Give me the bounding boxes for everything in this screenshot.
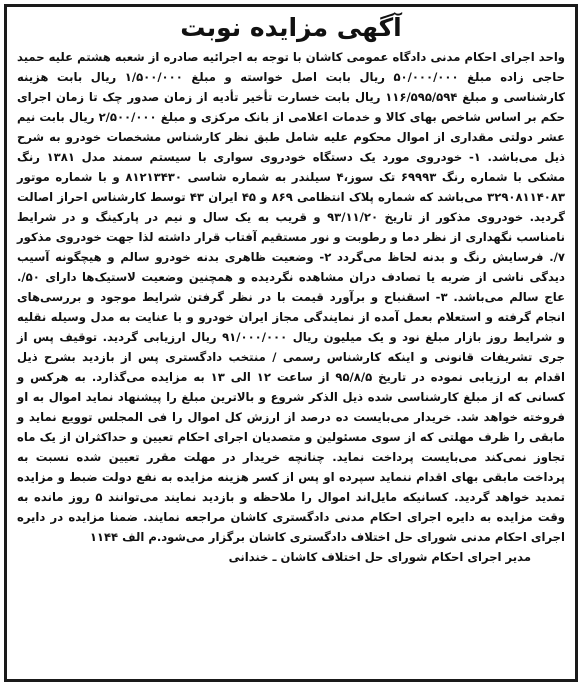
notice-signature: مدیر اجرای احکام شورای حل اختلاف کاشان ـ خندانی [228, 550, 531, 564]
notice-frame [4, 4, 578, 682]
notice-title: آگهی مزایده نوبت [180, 13, 402, 42]
notice-body: واحد اجرای احکام مدنی دادگاه عمومی کاشان با توجه به اجرائیه صادره از شعبه هشتم علیه حمید حاجی زاده مبلغ ۵۰/۰۰۰/۰۰۰ ریال بابت اصل خواسته و مبلغ ۱/۵۰۰/۰۰۰ ریال بابت هزینه کارشناسی و مبلغ ۱۱۶/۵۹۵/۵۹۴ ریال بابت خسارت تأخیر تأدیه از زمان صدور چک تا زمان اجرای حکم بر اساس شاخص بهای کالا و خدمات اعلامی از بانک مرکزی و مبلغ ۲/۵۰۰/۰۰۰ ریال بابت نیم عشر دولتی مقداری از اموال محکوم علیه شامل طبق نظر کارشناس مشخصات خودرو به شرح ذیل می‌باشد. ۱- خودروی مورد یک دستگاه خودروی سواری با سیستم سمند مدل ۱۳۸۱ رنگ مشکی با شماره رنگ ۶۹۹۹۳ تک سوز،۴ سیلندر به شماره شاسی ۸۱۲۱۳۴۳۰ و با شماره موتور ۳۲۹۰۸۱۱۴۰۸۳ می‌باشد که شماره پلاک انتظامی ۸۶۹ و ۴۵ ایران ۴۳ توسط کارشناس احراز اصالت گردید. خودروی مذکور از تاریخ ۹۳/۱۱/۲۰ و قریب به یک سال و نیم در پارکینگ و در شرایط نامناسب نگهداری از نظر دما و رطوبت و نور مستقیم آفتاب قرار داشته لذا جهت خودروی مذکور ۷/. فرسایش رنگ و بدنه لحاظ می‌گردد ۲- وضعیت ظاهری بدنه خودرو سالم و هیچگونه آسیب دیدگی ناشی از ضربه یا تصادف دران مشاهده نگردیده و همچنین وضعیت لاستیک‌ها دارای ۵۰/. عاج سالم می‌باشد. ۳- اسقنباح و برآورد قیمت با در نظر گرفتن شرایط موجود و بررسی‌های انجام گرفته و استعلام بعمل آمده از نمایندگی مجاز ایران خودرو و با عنایت به مدل وسیله نقلیه و شرایط روز بازار مبلغ نود و یک میلیون ریال ۹۱/۰۰۰/۰۰۰ ریال ارزیابی گردید. توقیف پس از جری تشریفات قانونی و اینکه کارشناس رسمی / منتخب دادگستری پس از بازدید بشرح ذیل اقدام به ارزیابی نموده در تاریخ ۹۵/۸/۵ از ساعت ۱۲ الی ۱۳ به مزایده می‌گذارد. به هرکس و کسانی که از مبلغ کارشناسی شده ذیل الذکر شروع و بالاترین مبلغ را پیشنهاد نماید اموال به او فروخته خواهد شد. خریدار می‌بایست ده درصد از ارزش کل اموال را فی المجلس توویع نماید و مابقی را ظرف مهلتی که از سوی مسئولین و متصدیان اجرای احکام تعیین و حداکثران از یک ماه تجاوز نمی‌کند می‌بایست پرداخت نماید. چنانچه خریدار در مهلت مقرر تعیین شده نسبت به پرداخت مابقی بهای اقدام ننماید سپرده او پس از کسر هزینه مزایده به نفع دولت ضبط و مزایده تمدید خواهد گردید. کسانیکه مایل‌اند اموال را ملاحظه و بازدید نمایند می‌توانند ۵ روز مانده به وقت مزایده به دایره اجرای احکام مدنی دادگستری کاشان مراجعه نمایند. ضمنا مزایده در دایره اجرای احکام مدنی شورای حل اختلاف دادگستری کاشان برگزار می‌شود.م الف ۱۱۴۴ [17, 50, 566, 544]
